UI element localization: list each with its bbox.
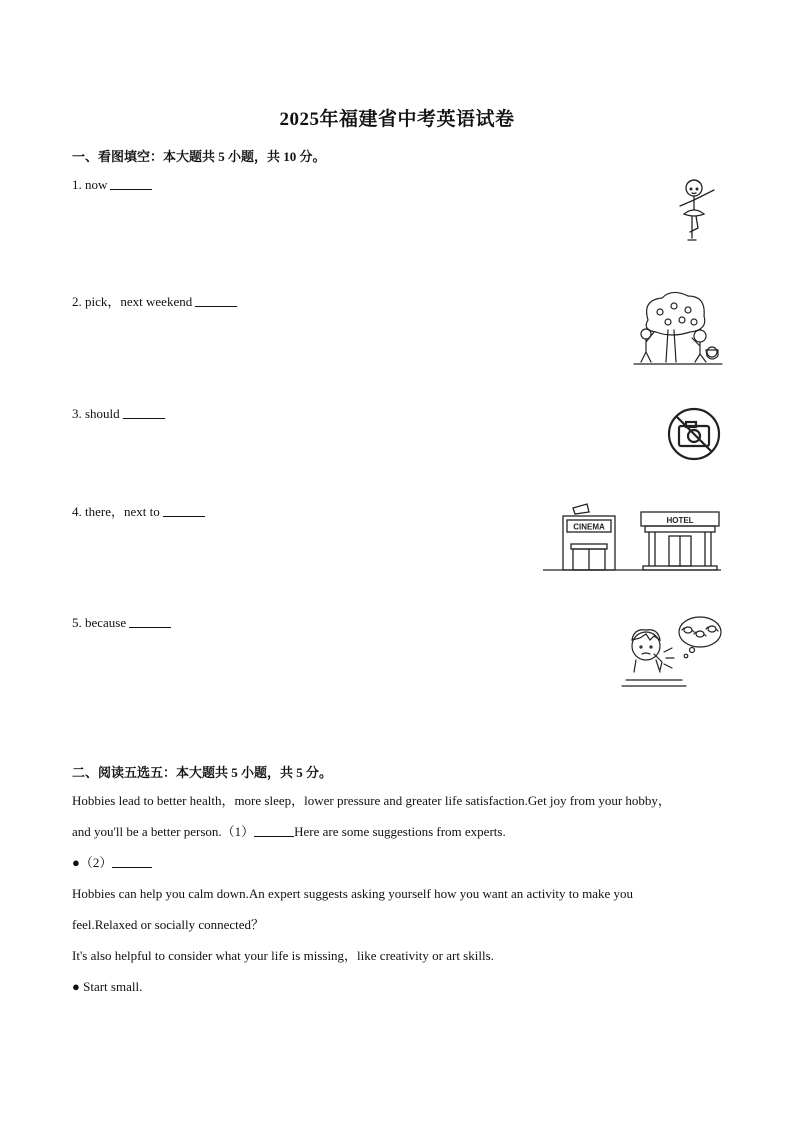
question-5-prompt: 5. because [72, 615, 127, 630]
hotel-sign: HOTEL [666, 516, 694, 525]
apple-picking-picture [632, 290, 724, 366]
question-1-prompt: 1. now [72, 177, 108, 192]
bullet-text: ●（2） [72, 855, 113, 870]
passage-line: feel.Relaxed or socially connected？ [72, 917, 265, 932]
toothache-boy-picture [620, 614, 724, 692]
answer-blank[interactable] [123, 406, 165, 419]
question-4-prompt: 4. there，next to [72, 504, 160, 519]
answer-blank[interactable] [163, 504, 205, 517]
answer-blank[interactable] [110, 177, 152, 190]
passage-line-text: and you'll be a better person.（1） [72, 824, 255, 839]
bullet-line [72, 847, 732, 878]
answer-blank[interactable] [129, 615, 171, 628]
question-3 [72, 406, 165, 422]
bullet-line: ● Start small. [72, 979, 143, 994]
page-title: 2025年福建省中考英语试卷 [279, 109, 515, 130]
question-2-prompt: 2. pick，next weekend [72, 294, 193, 309]
question-5 [72, 615, 171, 631]
question-1 [72, 177, 152, 193]
cinema-hotel-picture [543, 498, 723, 574]
no-photography-icon [666, 406, 722, 462]
cinema-sign: CINEMA [573, 522, 605, 532]
ballerina-picture [668, 176, 724, 250]
question-2 [72, 291, 237, 310]
passage-line [72, 816, 732, 847]
reading-passage [72, 785, 732, 1002]
passage-line: Hobbies can help you calm down.An expert suggests asking yourself how you want an activity to make you [72, 886, 634, 901]
answer-blank-2[interactable] [112, 855, 152, 868]
section2-heading: 二、阅读五选五：本大题共 5 小题，共 5 分。 [72, 765, 333, 780]
section1-heading: 一、看图填空：本大题共 5 小题，共 10 分。 [72, 149, 326, 164]
passage-line-text: Here are some suggestions from experts. [294, 824, 506, 839]
passage-line: Hobbies lead to better health，more sleep，lower pressure and greater life satisfaction.Get joy from your hobby， [72, 793, 671, 808]
answer-blank[interactable] [195, 294, 237, 307]
question-3-prompt: 3. should [72, 406, 120, 421]
passage-line: It's also helpful to consider what your life is missing，like creativity or art skills. [72, 948, 494, 963]
answer-blank-1[interactable] [254, 824, 294, 837]
question-4 [72, 501, 205, 520]
